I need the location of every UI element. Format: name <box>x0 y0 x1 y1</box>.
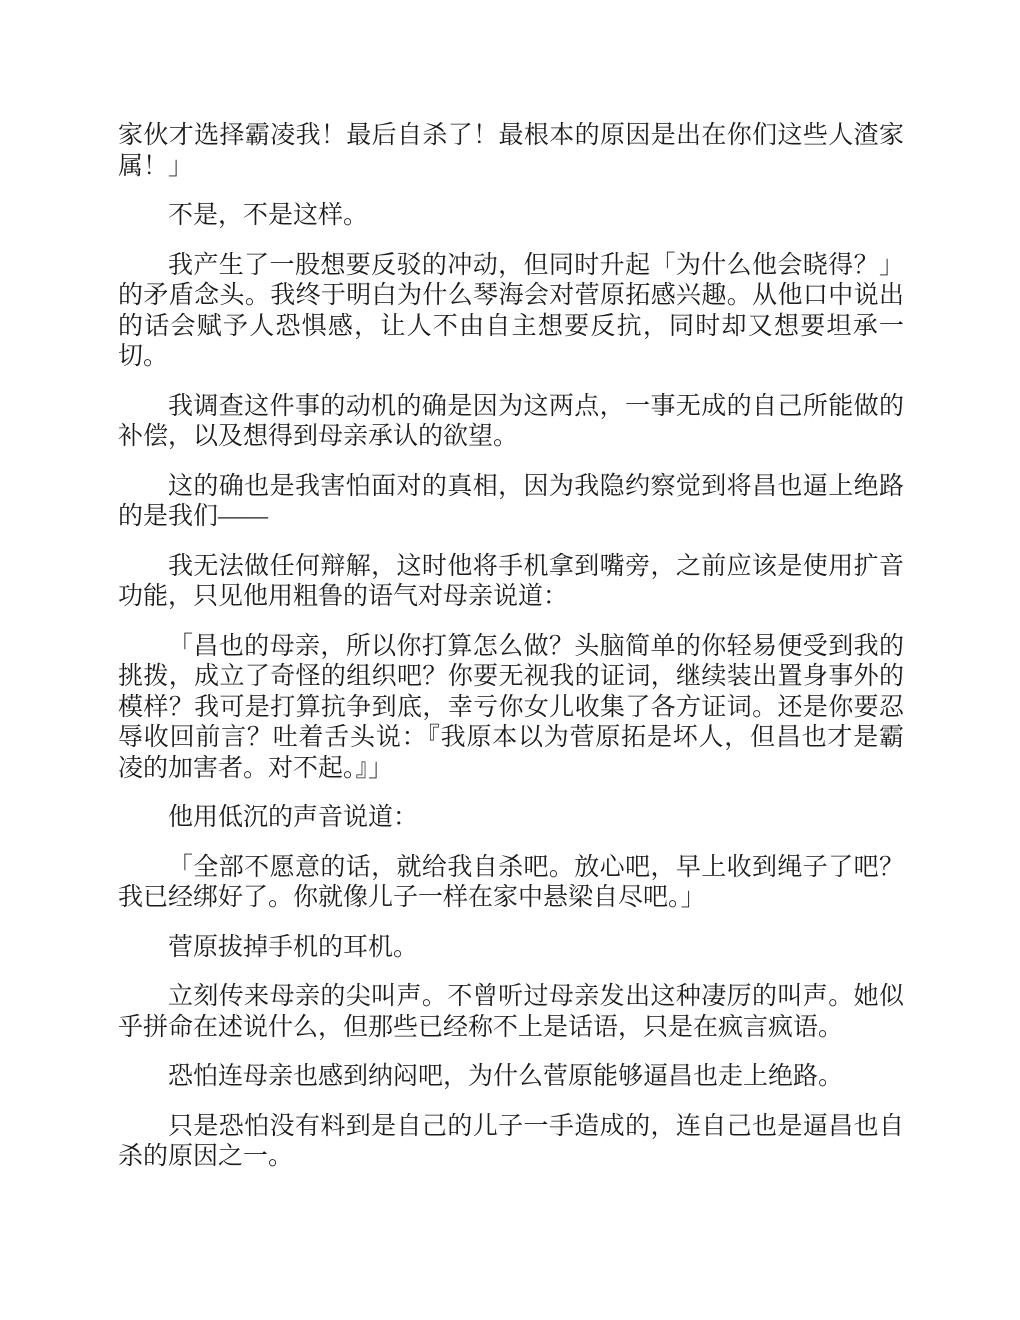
paragraph: 「昌也的母亲，所以你打算怎么做？头脑简单的你轻易便受到我的挑拨，成立了奇怪的组织吧？你要无视我的证词，继续装出置身事外的模样？我可是打算抗争到底，幸亏你女儿收集了各方证词。还是你要忍辱收回前言？吐着舌头说：『我原本以为菅原拓是坏人，但昌也才是霸凌的加害者。对不起。』」 <box>118 632 904 782</box>
paragraph: 他用低沉的声音说道： <box>168 804 419 831</box>
paragraph: 我产生了一股想要反驳的冲动，但同时升起「为什么他会晓得？」的矛盾念头。我终于明白为什么琴海会对菅原拓感兴趣。从他口中说出的话会赋予人恐惧感，让人不由自主想要反抗，同时却又想要坦承一切。 <box>118 251 904 370</box>
paragraph: 立刻传来母亲的尖叫声。不曾听过母亲发出这种凄厉的叫声。她似乎拼命在述说什么，但那些已经称不上是话语，只是在疯言疯语。 <box>118 983 904 1041</box>
paragraph: 菅原拔掉手机的耳机。 <box>168 933 419 961</box>
paragraph: 这的确也是我害怕面对的真相，因为我隐约察觉到将昌也逼上绝路的是我们—— <box>118 472 904 530</box>
novel-text-block <box>118 121 904 1192</box>
paragraph: 不是，不是这样。 <box>168 202 369 229</box>
paragraph: 恐怕连母亲也感到纳闷吧，为什么菅原能够逼昌也走上绝路。 <box>168 1063 844 1090</box>
paragraph: 家伙才选择霸凌我！最后自杀了！最根本的原因是出在你们这些人渣家属！」 <box>118 122 904 180</box>
paragraph: 我调查这件事的动机的确是因为这两点，一事无成的自己所能做的补偿，以及想得到母亲承认的欲望。 <box>118 392 904 450</box>
paragraph: 「全部不愿意的话，就给我自杀吧。放心吧，早上收到绳子了吧？我已经绑好了。你就像儿子一样在家中悬梁自尽吧。」 <box>118 853 904 911</box>
paragraph: 只是恐怕没有料到是自己的儿子一手造成的，连自己也是逼昌也自杀的原因之一。 <box>118 1112 904 1170</box>
paragraph: 我无法做任何辩解，这时他将手机拿到嘴旁，之前应该是使用扩音功能，只见他用粗鲁的语气对母亲说道： <box>118 552 904 610</box>
